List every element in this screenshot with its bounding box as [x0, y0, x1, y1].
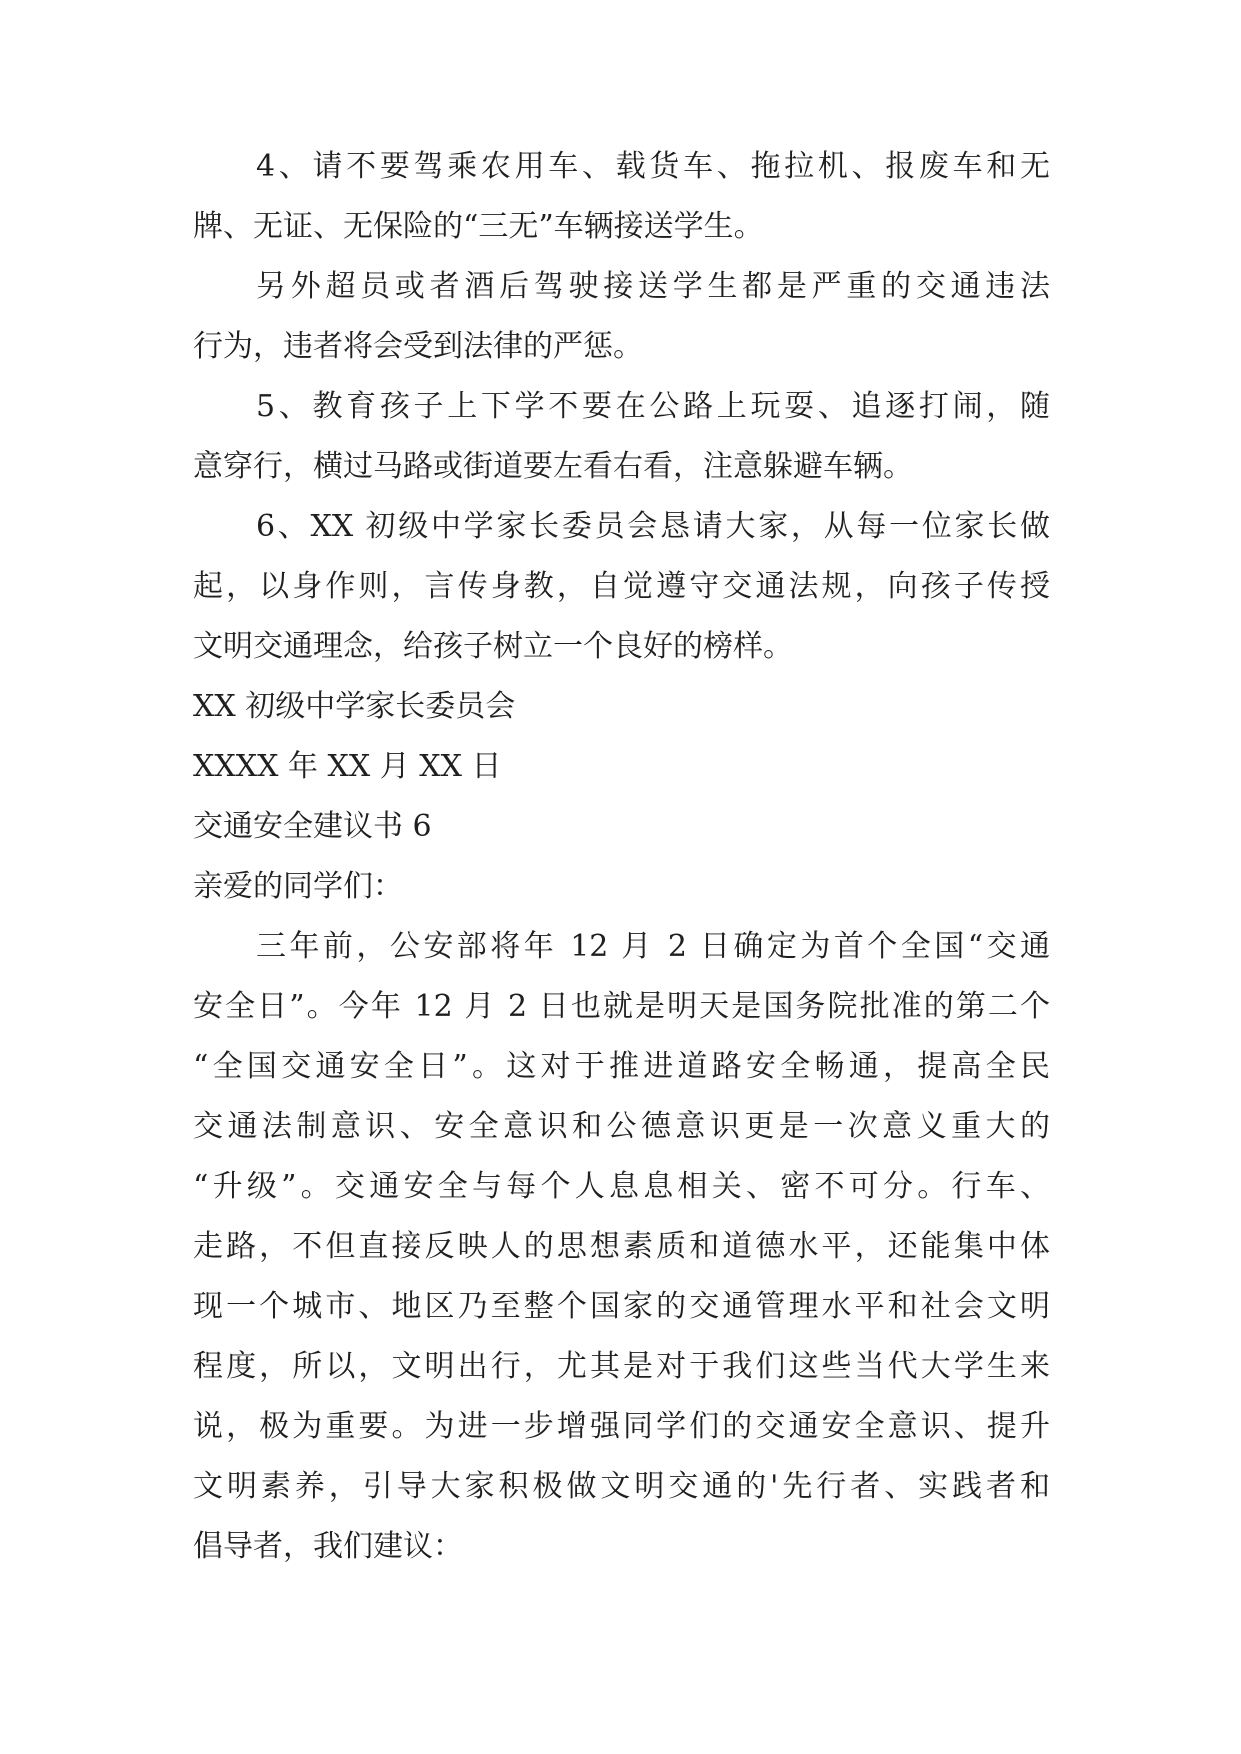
text-line: 另外超员或者酒后驾驶接送学生都是严重的交通违法: [256, 269, 1050, 304]
text-line: 说，极为重要。为进一步增强同学们的交通安全意识、提升: [193, 1409, 1050, 1444]
text-line: 走路，不但直接反映人的思想素质和道德水平，还能集中体: [193, 1229, 1050, 1264]
text-line: 意穿行，横过马路或街道要左看右看，注意躲避车辆。: [193, 449, 913, 484]
text-line: 行为，违者将会受到法律的严惩。: [193, 329, 643, 364]
text-line: “全国交通安全日”。这对于推进道路安全畅通，提高全民: [193, 1049, 1050, 1084]
text-line: 文明交通理念，给孩子树立一个良好的榜样。: [193, 629, 793, 664]
text-line: 4、请不要驾乘农用车、载货车、拖拉机、报废车和无: [256, 149, 1050, 184]
salutation: 亲爱的同学们：: [193, 869, 403, 904]
text-line: 倡导者，我们建议：: [193, 1529, 463, 1564]
text-line: “升级”。交通安全与每个人息息相关、密不可分。行车、: [193, 1169, 1050, 1204]
text-line: 交通法制意识、安全意识和公德意识更是一次意义重大的: [193, 1109, 1050, 1144]
section-title: 交通安全建议书 6: [193, 809, 432, 844]
signature-organization: XX 初级中学家长委员会: [193, 689, 516, 724]
text-line: 三年前，公安部将年 12 月 2 日确定为首个全国“交通: [256, 929, 1050, 964]
text-line: 现一个城市、地区乃至整个国家的交通管理水平和社会文明: [193, 1289, 1050, 1324]
text-line: 6、XX 初级中学家长委员会恳请大家，从每一位家长做: [256, 509, 1050, 544]
text-line: 5、教育孩子上下学不要在公路上玩耍、追逐打闹，随: [256, 389, 1050, 424]
text-line: 安全日”。今年 12 月 2 日也就是明天是国务院批准的第二个: [193, 989, 1050, 1024]
text-line: 牌、无证、无保险的“三无”车辆接送学生。: [193, 209, 764, 244]
text-line: 程度，所以，文明出行，尤其是对于我们这些当代大学生来: [193, 1349, 1050, 1384]
signature-date: XXXX 年 XX 月 XX 日: [193, 749, 502, 784]
text-line: 文明素养，引导大家积极做文明交通的'先行者、实践者和: [193, 1469, 1050, 1504]
text-line: 起，以身作则，言传身教，自觉遵守交通法规，向孩子传授: [193, 569, 1050, 604]
